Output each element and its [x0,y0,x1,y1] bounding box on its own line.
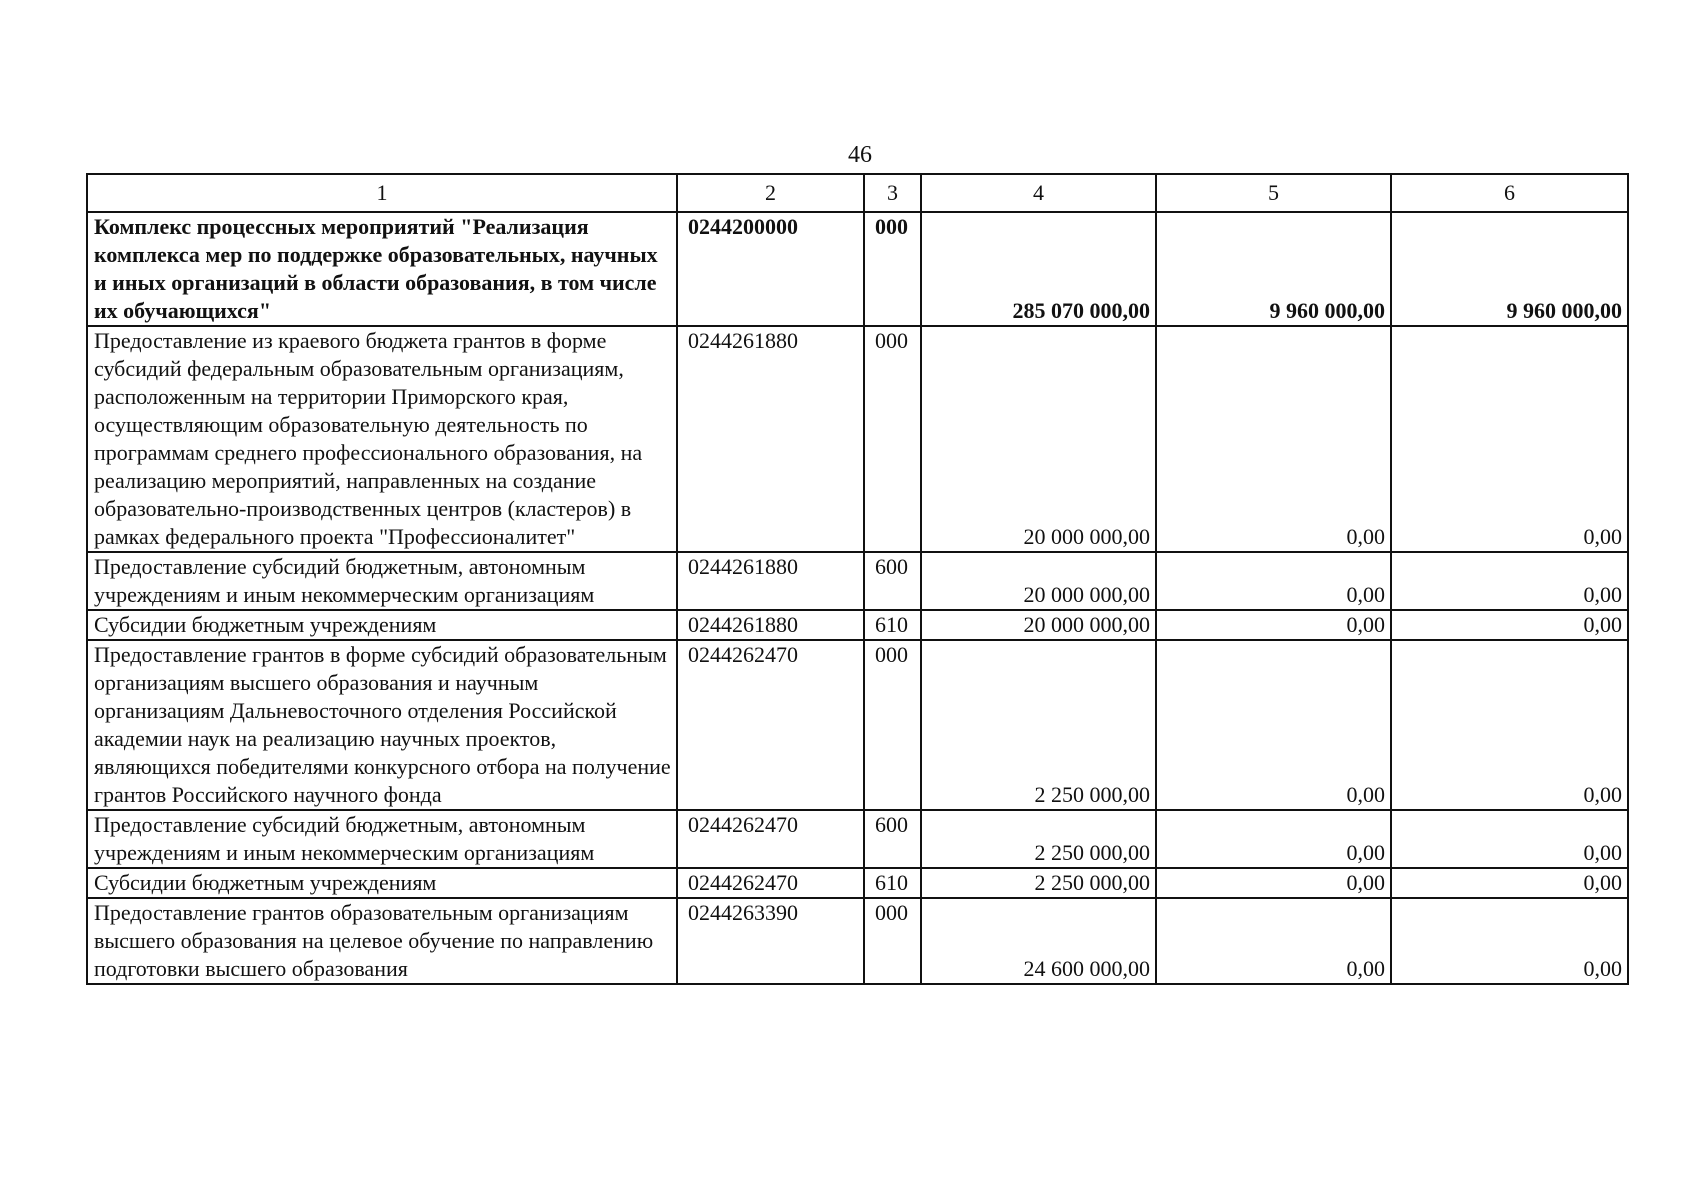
row-code: 0244261880 [677,326,864,552]
row-amount-col4: 2 250 000,00 [921,810,1156,868]
page-number: 46 [848,142,872,168]
table-row [87,898,1628,984]
row-code: 0244261880 [677,610,864,640]
column-header: 4 [921,174,1156,212]
row-name: Субсидии бюджетным учреждениям [87,610,677,640]
table-row [87,212,1628,326]
row-amount-col6: 0,00 [1391,898,1628,984]
row-name: Комплекс процессных мероприятий "Реализация комплекса мер по поддержке образовательных, научных и иных организаций в области образования, в том числе их обучающихся" [87,212,677,326]
table-row [87,868,1628,898]
row-amount-col6: 0,00 [1391,868,1628,898]
table-row [87,810,1628,868]
row-amount-col5: 0,00 [1156,868,1391,898]
column-header: 2 [677,174,864,212]
row-amount-col6: 0,00 [1391,810,1628,868]
budget-table [86,173,1629,985]
row-amount-col5: 0,00 [1156,640,1391,810]
row-code: 0244262470 [677,868,864,898]
row-amount-col5: 0,00 [1156,810,1391,868]
row-name: Предоставление грантов образовательным организациям высшего образования на целевое обучение по направлению подготовки высшего образования [87,898,677,984]
row-amount-col6: 9 960 000,00 [1391,212,1628,326]
row-expense-type: 600 [864,810,921,868]
column-header: 3 [864,174,921,212]
row-code: 0244200000 [677,212,864,326]
row-code: 0244262470 [677,810,864,868]
row-expense-type: 000 [864,640,921,810]
row-expense-type: 600 [864,552,921,610]
row-name: Предоставление субсидий бюджетным, автономным учреждениям и иным некоммерческим организациям [87,810,677,868]
row-amount-col4: 20 000 000,00 [921,552,1156,610]
row-expense-type: 000 [864,898,921,984]
row-amount-col5: 9 960 000,00 [1156,212,1391,326]
row-name: Субсидии бюджетным учреждениям [87,868,677,898]
row-code: 0244262470 [677,640,864,810]
row-amount-col4: 20 000 000,00 [921,326,1156,552]
row-name: Предоставление грантов в форме субсидий образовательным организациям высшего образования и научным организациям Дальневосточного отделения Российской академии наук на реализацию научных проектов, являющихся победителями конкурсного отбора на получение грантов Российского научного фонда [87,640,677,810]
row-amount-col6: 0,00 [1391,326,1628,552]
column-header: 5 [1156,174,1391,212]
column-header: 1 [87,174,677,212]
row-amount-col5: 0,00 [1156,610,1391,640]
row-amount-col5: 0,00 [1156,552,1391,610]
row-expense-type: 610 [864,868,921,898]
row-expense-type: 000 [864,326,921,552]
row-amount-col5: 0,00 [1156,326,1391,552]
table-row [87,552,1628,610]
row-name: Предоставление субсидий бюджетным, автономным учреждениям и иным некоммерческим организациям [87,552,677,610]
table-row [87,326,1628,552]
table-row [87,610,1628,640]
row-amount-col6: 0,00 [1391,610,1628,640]
row-amount-col4: 20 000 000,00 [921,610,1156,640]
row-amount-col6: 0,00 [1391,640,1628,810]
table-row [87,640,1628,810]
row-expense-type: 000 [864,212,921,326]
column-header: 6 [1391,174,1628,212]
row-name: Предоставление из краевого бюджета грантов в форме субсидий федеральным образовательным организациям, расположенным на территории Приморского края, осуществляющим образовательную деятельность по программам среднего профессионального образования, на реализацию мероприятий, направленных на создание образовательно-производственных центров (кластеров) в рамках федерального проекта "Профессионалитет" [87,326,677,552]
row-amount-col4: 2 250 000,00 [921,868,1156,898]
row-code: 0244263390 [677,898,864,984]
table-header-row [87,174,1628,212]
row-amount-col4: 285 070 000,00 [921,212,1156,326]
row-amount-col5: 0,00 [1156,898,1391,984]
row-amount-col4: 24 600 000,00 [921,898,1156,984]
row-amount-col6: 0,00 [1391,552,1628,610]
row-amount-col4: 2 250 000,00 [921,640,1156,810]
row-code: 0244261880 [677,552,864,610]
row-expense-type: 610 [864,610,921,640]
table-body [87,212,1628,984]
